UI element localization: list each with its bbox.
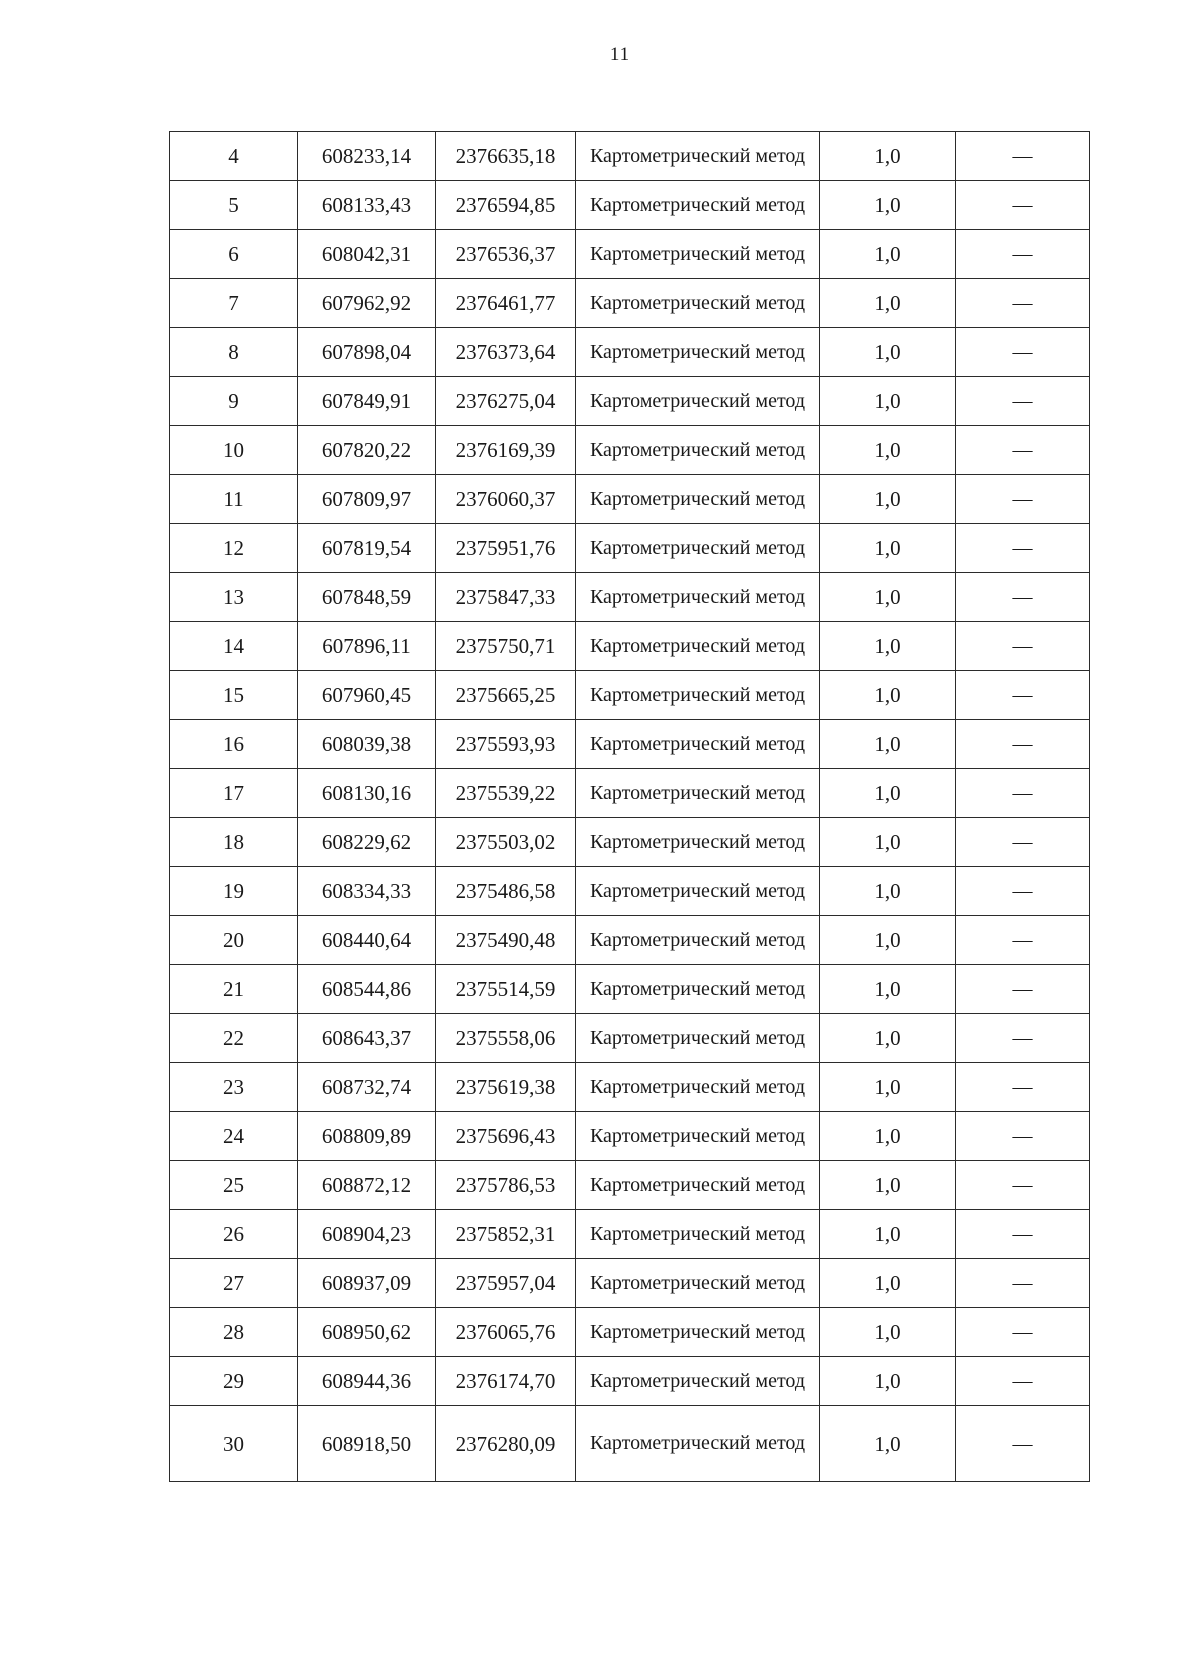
x-coordinate-cell: 608042,31 <box>298 230 436 279</box>
method-cell: Картометрический метод <box>576 1308 820 1357</box>
accuracy-cell: 1,0 <box>820 965 956 1014</box>
note-cell: — <box>956 867 1090 916</box>
accuracy-cell: 1,0 <box>820 230 956 279</box>
method-cell: Картометрический метод <box>576 769 820 818</box>
y-coordinate-cell: 2376461,77 <box>436 279 576 328</box>
point-number-cell: 18 <box>170 818 298 867</box>
point-number-cell: 21 <box>170 965 298 1014</box>
accuracy-cell: 1,0 <box>820 1112 956 1161</box>
y-coordinate-cell: 2375514,59 <box>436 965 576 1014</box>
method-cell: Картометрический метод <box>576 1357 820 1406</box>
note-cell: — <box>956 671 1090 720</box>
x-coordinate-cell: 608904,23 <box>298 1210 436 1259</box>
point-number-cell: 17 <box>170 769 298 818</box>
note-cell: — <box>956 524 1090 573</box>
accuracy-cell: 1,0 <box>820 573 956 622</box>
accuracy-cell: 1,0 <box>820 524 956 573</box>
table-row <box>170 573 1090 622</box>
point-number-cell: 22 <box>170 1014 298 1063</box>
x-coordinate-cell: 608918,50 <box>298 1406 436 1482</box>
point-number-cell: 7 <box>170 279 298 328</box>
y-coordinate-cell: 2376280,09 <box>436 1406 576 1482</box>
method-cell: Картометрический метод <box>576 1063 820 1112</box>
table-row <box>170 132 1090 181</box>
note-cell: — <box>956 377 1090 426</box>
y-coordinate-cell: 2376060,37 <box>436 475 576 524</box>
point-number-cell: 27 <box>170 1259 298 1308</box>
point-number-cell: 8 <box>170 328 298 377</box>
x-coordinate-cell: 608732,74 <box>298 1063 436 1112</box>
point-number-cell: 24 <box>170 1112 298 1161</box>
point-number-cell: 11 <box>170 475 298 524</box>
table-row <box>170 1161 1090 1210</box>
accuracy-cell: 1,0 <box>820 1357 956 1406</box>
x-coordinate-cell: 607809,97 <box>298 475 436 524</box>
table-row <box>170 622 1090 671</box>
method-cell: Картометрический метод <box>576 818 820 867</box>
note-cell: — <box>956 230 1090 279</box>
method-cell: Картометрический метод <box>576 279 820 328</box>
table-row <box>170 720 1090 769</box>
x-coordinate-cell: 608809,89 <box>298 1112 436 1161</box>
accuracy-cell: 1,0 <box>820 1063 956 1112</box>
point-number-cell: 15 <box>170 671 298 720</box>
note-cell: — <box>956 720 1090 769</box>
x-coordinate-cell: 608229,62 <box>298 818 436 867</box>
method-cell: Картометрический метод <box>576 573 820 622</box>
note-cell: — <box>956 622 1090 671</box>
accuracy-cell: 1,0 <box>820 328 956 377</box>
method-cell: Картометрический метод <box>576 230 820 279</box>
note-cell: — <box>956 1014 1090 1063</box>
note-cell: — <box>956 1210 1090 1259</box>
y-coordinate-cell: 2376065,76 <box>436 1308 576 1357</box>
table-row <box>170 1063 1090 1112</box>
table-row <box>170 1112 1090 1161</box>
method-cell: Картометрический метод <box>576 720 820 769</box>
point-number-cell: 12 <box>170 524 298 573</box>
point-number-cell: 14 <box>170 622 298 671</box>
y-coordinate-cell: 2376275,04 <box>436 377 576 426</box>
method-cell: Картометрический метод <box>576 1259 820 1308</box>
method-cell: Картометрический метод <box>576 622 820 671</box>
method-cell: Картометрический метод <box>576 671 820 720</box>
accuracy-cell: 1,0 <box>820 1259 956 1308</box>
table-row <box>170 279 1090 328</box>
y-coordinate-cell: 2375593,93 <box>436 720 576 769</box>
method-cell: Картометрический метод <box>576 1406 820 1482</box>
method-cell: Картометрический метод <box>576 377 820 426</box>
point-number-cell: 26 <box>170 1210 298 1259</box>
table-row <box>170 1014 1090 1063</box>
accuracy-cell: 1,0 <box>820 1210 956 1259</box>
accuracy-cell: 1,0 <box>820 622 956 671</box>
table-row <box>170 1308 1090 1357</box>
accuracy-cell: 1,0 <box>820 1161 956 1210</box>
method-cell: Картометрический метод <box>576 524 820 573</box>
table-row <box>170 524 1090 573</box>
accuracy-cell: 1,0 <box>820 279 956 328</box>
y-coordinate-cell: 2376373,64 <box>436 328 576 377</box>
accuracy-cell: 1,0 <box>820 475 956 524</box>
y-coordinate-cell: 2375957,04 <box>436 1259 576 1308</box>
x-coordinate-cell: 607848,59 <box>298 573 436 622</box>
x-coordinate-cell: 607898,04 <box>298 328 436 377</box>
table-row <box>170 377 1090 426</box>
table-row <box>170 1210 1090 1259</box>
accuracy-cell: 1,0 <box>820 867 956 916</box>
accuracy-cell: 1,0 <box>820 818 956 867</box>
accuracy-cell: 1,0 <box>820 1406 956 1482</box>
method-cell: Картометрический метод <box>576 132 820 181</box>
x-coordinate-cell: 608133,43 <box>298 181 436 230</box>
y-coordinate-cell: 2375786,53 <box>436 1161 576 1210</box>
x-coordinate-cell: 607819,54 <box>298 524 436 573</box>
note-cell: — <box>956 1112 1090 1161</box>
x-coordinate-cell: 608440,64 <box>298 916 436 965</box>
y-coordinate-cell: 2376635,18 <box>436 132 576 181</box>
note-cell: — <box>956 1063 1090 1112</box>
y-coordinate-cell: 2376594,85 <box>436 181 576 230</box>
y-coordinate-cell: 2375852,31 <box>436 1210 576 1259</box>
accuracy-cell: 1,0 <box>820 671 956 720</box>
method-cell: Картометрический метод <box>576 1161 820 1210</box>
point-number-cell: 9 <box>170 377 298 426</box>
accuracy-cell: 1,0 <box>820 769 956 818</box>
table-row <box>170 475 1090 524</box>
table-row <box>170 230 1090 279</box>
method-cell: Картометрический метод <box>576 181 820 230</box>
y-coordinate-cell: 2375951,76 <box>436 524 576 573</box>
x-coordinate-cell: 608944,36 <box>298 1357 436 1406</box>
x-coordinate-cell: 608872,12 <box>298 1161 436 1210</box>
x-coordinate-cell: 607960,45 <box>298 671 436 720</box>
note-cell: — <box>956 1406 1090 1482</box>
point-number-cell: 25 <box>170 1161 298 1210</box>
accuracy-cell: 1,0 <box>820 1014 956 1063</box>
point-number-cell: 28 <box>170 1308 298 1357</box>
note-cell: — <box>956 916 1090 965</box>
method-cell: Картометрический метод <box>576 475 820 524</box>
accuracy-cell: 1,0 <box>820 1308 956 1357</box>
y-coordinate-cell: 2375619,38 <box>436 1063 576 1112</box>
method-cell: Картометрический метод <box>576 328 820 377</box>
y-coordinate-cell: 2375490,48 <box>436 916 576 965</box>
y-coordinate-cell: 2376169,39 <box>436 426 576 475</box>
y-coordinate-cell: 2376536,37 <box>436 230 576 279</box>
note-cell: — <box>956 279 1090 328</box>
y-coordinate-cell: 2375665,25 <box>436 671 576 720</box>
note-cell: — <box>956 965 1090 1014</box>
table-row <box>170 1357 1090 1406</box>
accuracy-cell: 1,0 <box>820 377 956 426</box>
note-cell: — <box>956 769 1090 818</box>
point-number-cell: 10 <box>170 426 298 475</box>
y-coordinate-cell: 2375503,02 <box>436 818 576 867</box>
coordinates-table-body <box>170 132 1090 1482</box>
y-coordinate-cell: 2375696,43 <box>436 1112 576 1161</box>
note-cell: — <box>956 181 1090 230</box>
x-coordinate-cell: 608334,33 <box>298 867 436 916</box>
point-number-cell: 5 <box>170 181 298 230</box>
table-row <box>170 671 1090 720</box>
method-cell: Картометрический метод <box>576 1014 820 1063</box>
method-cell: Картометрический метод <box>576 965 820 1014</box>
table-row <box>170 1259 1090 1308</box>
table-row <box>170 965 1090 1014</box>
y-coordinate-cell: 2375486,58 <box>436 867 576 916</box>
note-cell: — <box>956 1357 1090 1406</box>
x-coordinate-cell: 608643,37 <box>298 1014 436 1063</box>
y-coordinate-cell: 2375558,06 <box>436 1014 576 1063</box>
note-cell: — <box>956 132 1090 181</box>
accuracy-cell: 1,0 <box>820 720 956 769</box>
x-coordinate-cell: 608039,38 <box>298 720 436 769</box>
point-number-cell: 6 <box>170 230 298 279</box>
method-cell: Картометрический метод <box>576 1112 820 1161</box>
y-coordinate-cell: 2375750,71 <box>436 622 576 671</box>
x-coordinate-cell: 607896,11 <box>298 622 436 671</box>
note-cell: — <box>956 573 1090 622</box>
note-cell: — <box>956 426 1090 475</box>
point-number-cell: 20 <box>170 916 298 965</box>
table-row <box>170 1406 1090 1482</box>
method-cell: Картометрический метод <box>576 916 820 965</box>
accuracy-cell: 1,0 <box>820 181 956 230</box>
accuracy-cell: 1,0 <box>820 426 956 475</box>
note-cell: — <box>956 1259 1090 1308</box>
x-coordinate-cell: 608544,86 <box>298 965 436 1014</box>
method-cell: Картометрический метод <box>576 426 820 475</box>
point-number-cell: 13 <box>170 573 298 622</box>
page-number: 11 <box>609 44 631 65</box>
y-coordinate-cell: 2375539,22 <box>436 769 576 818</box>
point-number-cell: 23 <box>170 1063 298 1112</box>
point-number-cell: 19 <box>170 867 298 916</box>
y-coordinate-cell: 2375847,33 <box>436 573 576 622</box>
accuracy-cell: 1,0 <box>820 132 956 181</box>
note-cell: — <box>956 818 1090 867</box>
method-cell: Картометрический метод <box>576 867 820 916</box>
x-coordinate-cell: 607962,92 <box>298 279 436 328</box>
coordinates-table <box>169 131 1090 1482</box>
note-cell: — <box>956 1308 1090 1357</box>
note-cell: — <box>956 328 1090 377</box>
method-cell: Картометрический метод <box>576 1210 820 1259</box>
table-row <box>170 818 1090 867</box>
x-coordinate-cell: 607820,22 <box>298 426 436 475</box>
x-coordinate-cell: 608937,09 <box>298 1259 436 1308</box>
point-number-cell: 30 <box>170 1406 298 1482</box>
table-row <box>170 867 1090 916</box>
table-row <box>170 916 1090 965</box>
point-number-cell: 16 <box>170 720 298 769</box>
accuracy-cell: 1,0 <box>820 916 956 965</box>
x-coordinate-cell: 608130,16 <box>298 769 436 818</box>
point-number-cell: 29 <box>170 1357 298 1406</box>
table-row <box>170 426 1090 475</box>
y-coordinate-cell: 2376174,70 <box>436 1357 576 1406</box>
table-row <box>170 328 1090 377</box>
x-coordinate-cell: 608950,62 <box>298 1308 436 1357</box>
x-coordinate-cell: 607849,91 <box>298 377 436 426</box>
note-cell: — <box>956 475 1090 524</box>
note-cell: — <box>956 1161 1090 1210</box>
point-number-cell: 4 <box>170 132 298 181</box>
table-row <box>170 181 1090 230</box>
table-row <box>170 769 1090 818</box>
x-coordinate-cell: 608233,14 <box>298 132 436 181</box>
